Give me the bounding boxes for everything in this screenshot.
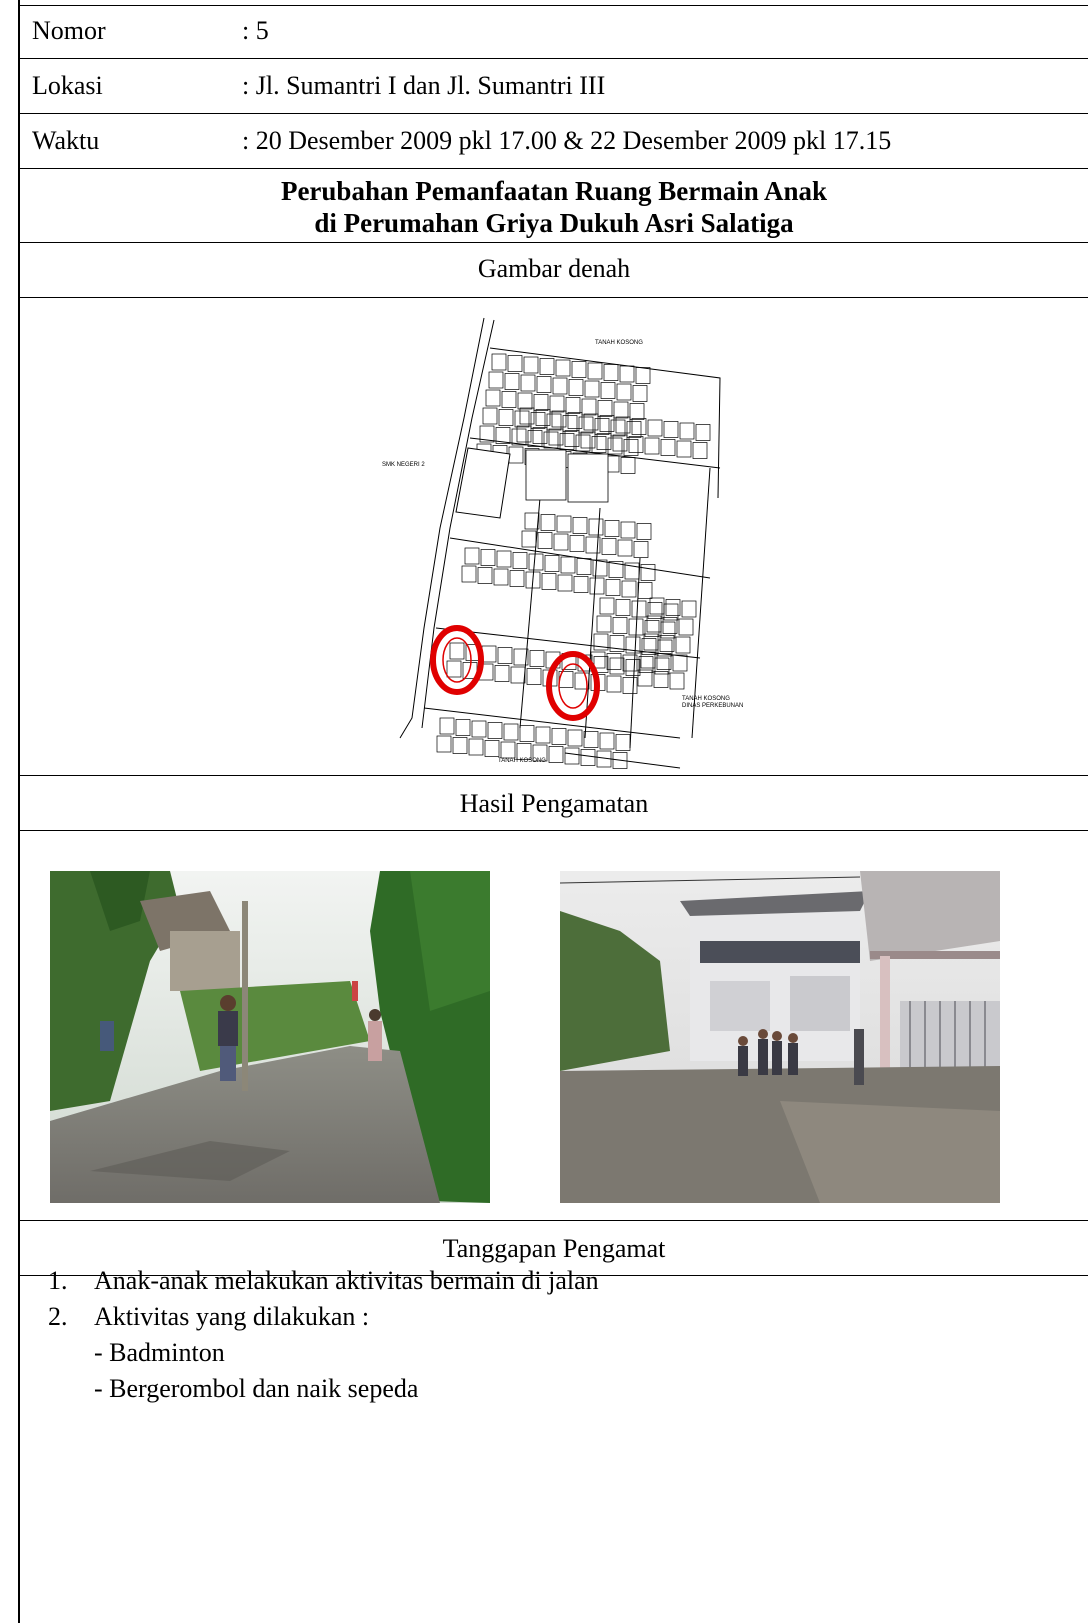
tanggapan-item-1 bbox=[48, 1263, 599, 1299]
row-photos bbox=[20, 830, 1088, 1220]
tanggapan-item-2-text: Aktivitas yang dilakukan : bbox=[94, 1302, 370, 1331]
row-title bbox=[20, 168, 1088, 242]
map-label-right-1: TANAH KOSONG bbox=[682, 696, 730, 702]
nomor-value: : 5 bbox=[242, 16, 269, 45]
tanggapan-item-2 bbox=[48, 1299, 599, 1335]
lot-grid bbox=[437, 354, 710, 769]
denah-heading: Gambar denah bbox=[477, 254, 631, 283]
waktu-label: Waktu bbox=[32, 126, 100, 155]
highlight-circle-left bbox=[433, 628, 481, 692]
row-waktu bbox=[20, 113, 1088, 168]
map-label-bottom: TANAH KOSONG bbox=[498, 758, 546, 764]
document-title-line2: di Perumahan Griya Dukuh Asri Salatiga bbox=[314, 208, 794, 238]
map-label-left: SMK NEGERI 2 bbox=[382, 462, 425, 468]
map-label-top: TANAH KOSONG bbox=[595, 340, 643, 346]
tanggapan-heading: Tanggapan Pengamat bbox=[442, 1234, 666, 1263]
tanggapan-item-1-text: Anak-anak melakukan aktivitas bermain di jalan bbox=[94, 1266, 599, 1295]
tanggapan-subitem-1: - Badminton bbox=[94, 1338, 225, 1367]
waktu-value: : 20 Desember 2009 pkl 17.00 & 22 Desember 2009 pkl 17.15 bbox=[242, 126, 892, 155]
tanggapan-item-1-number: 1. bbox=[48, 1266, 68, 1295]
row-lokasi bbox=[20, 58, 1088, 113]
row-nomor bbox=[20, 5, 1088, 58]
nomor-label: Nomor bbox=[32, 16, 106, 45]
map-label-right-2: DINAS PERKEBUNAN bbox=[682, 703, 744, 709]
tanggapan-subitem-2: - Bergerombol dan naik sepeda bbox=[94, 1374, 419, 1403]
site-plan-map bbox=[20, 298, 1088, 774]
row-map bbox=[20, 297, 1088, 775]
tanggapan-item-2-number: 2. bbox=[48, 1302, 68, 1331]
lokasi-value: : Jl. Sumantri I dan Jl. Sumantri III bbox=[242, 71, 606, 100]
hasil-heading: Hasil Pengamatan bbox=[459, 789, 649, 818]
photo-street-badminton bbox=[50, 871, 490, 1203]
photo-house-children bbox=[560, 871, 1000, 1203]
row-hasil-heading bbox=[20, 775, 1088, 830]
lokasi-label: Lokasi bbox=[32, 71, 103, 100]
document-title-line1: Perubahan Pemanfaatan Ruang Bermain Anak bbox=[280, 176, 828, 206]
row-denah-heading bbox=[20, 242, 1088, 297]
tanggapan-list bbox=[48, 1263, 599, 1407]
